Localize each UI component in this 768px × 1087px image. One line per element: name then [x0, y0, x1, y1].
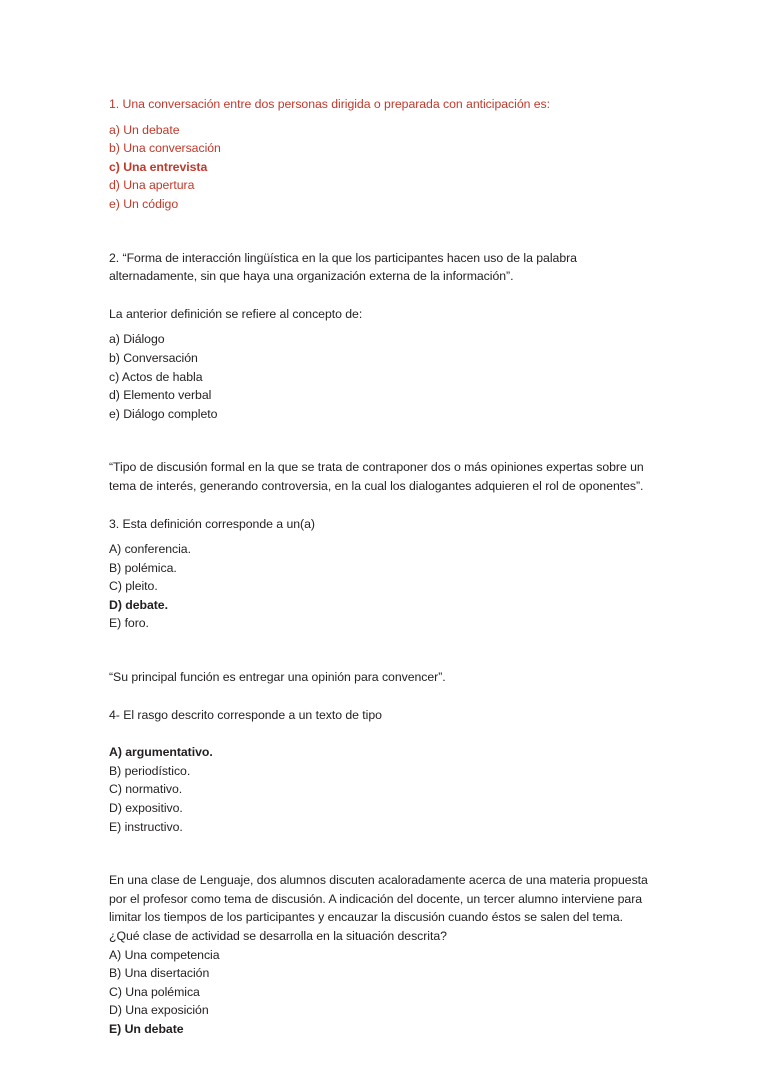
question-4-options: [109, 743, 661, 836]
option-item[interactable]: e) Diálogo completo: [109, 406, 218, 421]
spacer: [109, 230, 661, 249]
option-item[interactable]: C) normativo.: [109, 782, 183, 797]
option-item[interactable]: B) Una disertación: [109, 966, 210, 981]
question-3-options: [109, 540, 661, 633]
question-5-scenario: En una clase de Lenguaje, dos alumnos discuten acaloradamente acerca de una materia propuesta por el profesor como tema de discusión. A indicación del docente, un tercer alumno interviene para limitar los tiempos de los participantes y encauzar la discusión cuando éstos se salen del tema.: [109, 873, 648, 925]
option-item[interactable]: D) Una exposición: [109, 1003, 209, 1018]
option-item[interactable]: A) conferencia.: [109, 542, 191, 557]
option-item-correct[interactable]: A) argumentativo.: [109, 745, 213, 760]
option-item[interactable]: C) pleito.: [109, 579, 158, 594]
question-2-quote: 2. “Forma de interacción lingüística en la que los participantes hacen uso de la palabra alternadamente, sin que haya una organización externa de la información”.: [109, 250, 577, 284]
spacer: [109, 286, 661, 305]
option-item[interactable]: c) Actos de habla: [109, 369, 203, 384]
option-item[interactable]: a) Un debate: [109, 122, 180, 137]
spacer: [109, 323, 661, 330]
question-1-options: [109, 121, 661, 214]
option-item[interactable]: C) Una polémica: [109, 984, 200, 999]
option-item[interactable]: B) polémica.: [109, 560, 177, 575]
question-3-stem: 3. Esta definición corresponde a un(a): [109, 516, 315, 531]
option-item-correct[interactable]: D) debate.: [109, 597, 168, 612]
spacer: [109, 687, 661, 706]
option-item[interactable]: b) Conversación: [109, 350, 198, 365]
option-item[interactable]: d) Elemento verbal: [109, 388, 212, 403]
spacer: [109, 496, 661, 515]
question-5-stem: ¿Qué clase de actividad se desarrolla en la situación descrita?: [109, 929, 447, 943]
document-body: [109, 95, 661, 1039]
option-item[interactable]: E) instructivo.: [109, 819, 183, 834]
option-item[interactable]: b) Una conversación: [109, 141, 221, 156]
question-1-stem: 1. Una conversación entre dos personas dirigida o preparada con anticipación es:: [109, 97, 551, 111]
spacer: [109, 724, 661, 743]
question-4-quote: “Su principal función es entregar una opinión para convencer”.: [109, 670, 446, 685]
option-item[interactable]: d) Una apertura: [109, 178, 195, 193]
question-4-stem: 4- El rasgo descrito corresponde a un texto de tipo: [109, 707, 382, 722]
question-3-quote: “Tipo de discusión formal en la que se trata de contraponer dos o más opiniones expertas sobre un tema de interés, generando controversia, en la cual los dialogantes adquieren el rol de oponentes”.: [109, 460, 644, 493]
question-block-2: [109, 249, 661, 424]
option-item[interactable]: D) expositivo.: [109, 801, 183, 816]
spacer: [109, 852, 661, 871]
spacer: [109, 649, 661, 668]
option-item[interactable]: E) foro.: [109, 616, 149, 631]
option-item[interactable]: B) periodístico.: [109, 763, 191, 778]
spacer: [109, 114, 661, 121]
spacer: [109, 439, 661, 458]
option-item[interactable]: e) Un código: [109, 196, 179, 211]
question-block-1: [109, 95, 661, 214]
question-2-options: [109, 330, 661, 423]
spacer: [109, 533, 661, 540]
option-item-correct[interactable]: E) Un debate: [109, 1021, 184, 1036]
option-item[interactable]: a) Diálogo: [109, 332, 165, 347]
question-2-stem: La anterior definición se refiere al concepto de:: [109, 306, 363, 321]
option-item[interactable]: A) Una competencia: [109, 947, 220, 962]
question-block-3: [109, 458, 661, 633]
question-5-options: [109, 946, 661, 1039]
question-block-4: [109, 668, 661, 836]
option-item-correct[interactable]: c) Una entrevista: [109, 159, 208, 174]
question-block-5: [109, 871, 661, 1038]
